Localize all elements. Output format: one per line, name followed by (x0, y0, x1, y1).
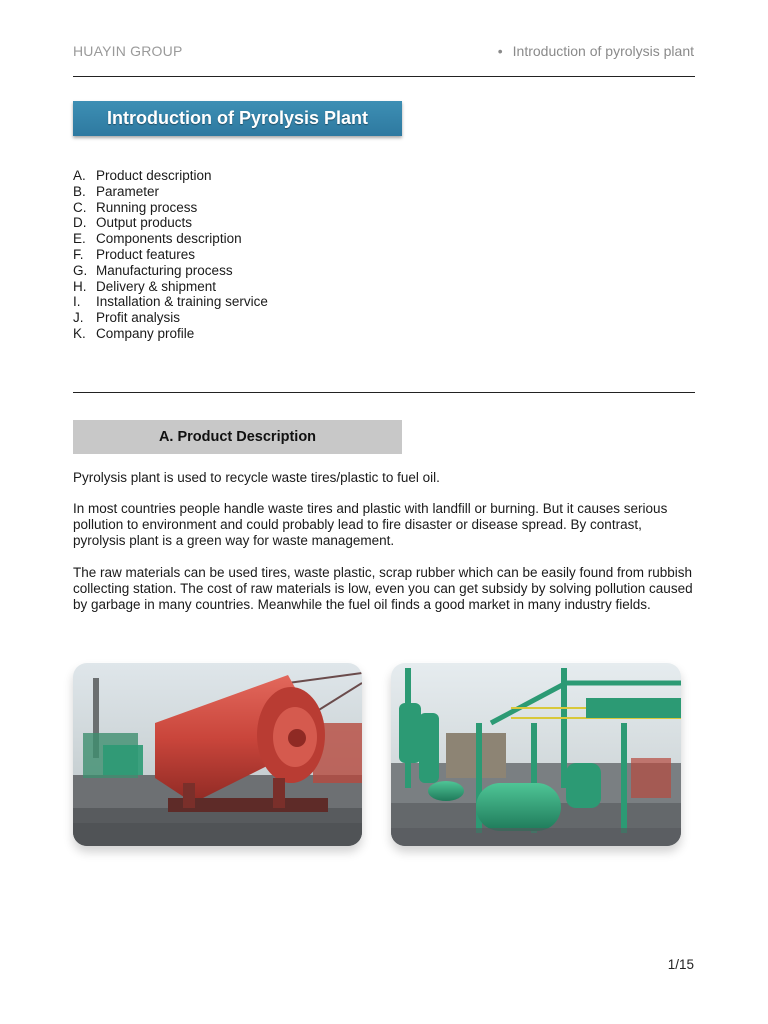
toc-label: Product description (96, 168, 212, 183)
equipment-photo (391, 663, 681, 846)
toc-item (73, 263, 268, 279)
toc-letter: J. (73, 310, 84, 326)
toc-label: Profit analysis (96, 310, 181, 326)
toc-item (73, 294, 268, 310)
toc-item (73, 215, 268, 231)
intro-paragraph: Pyrolysis plant is used to recycle waste tires/plastic to fuel oil. (73, 470, 440, 485)
toc-item (73, 326, 268, 342)
toc-item (73, 200, 268, 216)
toc-item (73, 247, 268, 263)
toc-letter: F. (73, 246, 84, 262)
toc-label: Output products (96, 215, 193, 231)
toc-item (73, 231, 268, 247)
company-name: HUAYIN GROUP (73, 43, 183, 59)
section-banner-product-description: A. Product Description (73, 420, 402, 454)
toc-item (73, 184, 268, 200)
header-section-title (498, 43, 694, 59)
toc-label: Delivery & shipment (96, 278, 217, 294)
toc-letter: G. (73, 262, 88, 278)
toc-item (73, 168, 268, 184)
problem-paragraph: In most countries people handle waste tires and plastic with landfill or burning. But it causes serious pollution to environment and could probably lead to fire disaster or disease spread. By contrast, pyrolysis plant is a green way for waste management. (73, 501, 668, 548)
reactor-illustration (73, 663, 362, 846)
toc-label: Company profile (96, 325, 195, 341)
header-bullet: • (497, 43, 503, 59)
reactor-photo (73, 663, 362, 846)
section-divider (73, 392, 695, 393)
toc-item (73, 279, 268, 295)
materials-paragraph: The raw materials can be used tires, waste plastic, scrap rubber which can be easily found from rubbish collecting station. The cost of raw materials is low, even you can get subsidy by solving pollution caused by garbage in many countries. Meanwhile the fuel oil finds a good market in many industry fields. (73, 565, 693, 612)
toc-letter: D. (73, 215, 87, 231)
toc-label: Installation & training service (96, 294, 268, 310)
toc-label: Manufacturing process (96, 262, 233, 278)
header-divider (73, 76, 695, 77)
title-banner: Introduction of Pyrolysis Plant (73, 101, 402, 136)
toc-letter: A. (73, 168, 86, 183)
toc-letter: C. (73, 199, 87, 215)
equipment-illustration (391, 663, 681, 846)
toc-item (73, 310, 268, 326)
toc-letter: B. (73, 183, 86, 199)
toc-label: Product features (96, 246, 196, 262)
toc-letter: K. (73, 325, 86, 341)
toc-letter: I. (73, 294, 81, 310)
toc-label: Components description (96, 231, 242, 247)
toc-label: Parameter (96, 183, 160, 199)
toc-label: Running process (96, 199, 198, 215)
page-number: 1/15 (667, 957, 694, 972)
table-of-contents (73, 168, 268, 342)
toc-letter: H. (73, 278, 87, 294)
toc-letter: E. (73, 231, 86, 247)
header-section-label: Introduction of pyrolysis plant (512, 43, 694, 59)
